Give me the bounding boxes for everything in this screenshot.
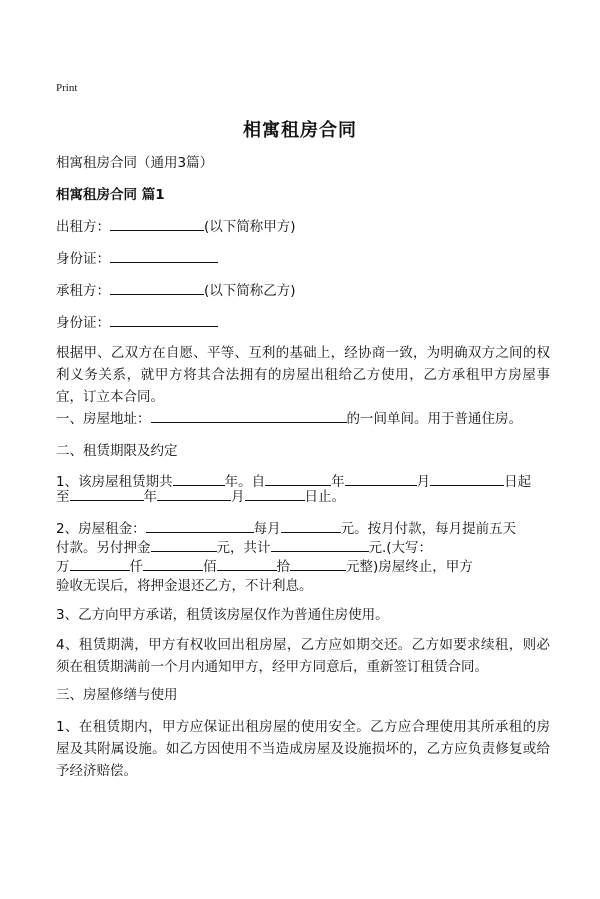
end-year-blank[interactable] — [70, 487, 144, 501]
rent-text: 拾 — [276, 559, 290, 575]
section-heading: 相寓租房合同 篇1 — [56, 187, 165, 203]
term-text: 月 — [231, 489, 245, 505]
term-years-blank[interactable] — [173, 472, 225, 486]
start-day-blank[interactable] — [430, 472, 504, 486]
rent-text: 万 — [56, 559, 70, 575]
repair-item-1: 1、在租赁期内，甲方应保证出租房屋的使用安全。乙方应合理使用其所承租的房屋及其附属设施。如乙方因使用不当造成房屋及设施损坏的，乙方应负责修复或给予经济赔偿。 — [56, 719, 550, 779]
term-text: 年 — [331, 474, 345, 490]
rent-text: 每月 — [253, 521, 281, 537]
term-text: 月 — [416, 474, 431, 490]
deposit-blank[interactable] — [151, 538, 217, 552]
lessor-suffix: (以下简称甲方) — [204, 219, 296, 235]
term-line-2 — [56, 486, 556, 508]
start-year-blank[interactable] — [265, 472, 331, 486]
rent-text: 仟 — [129, 559, 143, 575]
monthly-rent-blank[interactable] — [281, 519, 341, 533]
rent-text: 元整)房屋终止，甲方 — [346, 559, 473, 575]
end-month-blank[interactable] — [157, 487, 231, 501]
rent-text: 元.(大写： — [368, 540, 433, 556]
total-blank[interactable] — [271, 538, 369, 552]
rent-line-4: 验收无误后，将押金退还乙方，不计利息。 — [56, 578, 313, 594]
lessor-id-blank[interactable] — [110, 249, 218, 263]
rent-text: 佰 — [203, 559, 217, 575]
term-text: 至 — [56, 489, 70, 505]
wan-blank[interactable] — [70, 557, 130, 571]
lessee-id-blank[interactable] — [110, 313, 218, 327]
item-4: 4、租赁期满，甲方有权收回出租房屋，乙方应如期交还。乙方如要求续租，则必须在租赁期满前一个月内通知甲方，经甲方同意后，重新签订租赁合同。 — [56, 637, 550, 675]
rent-text: 元，共计 — [216, 540, 271, 556]
intro-paragraph: 根据甲、乙双方在自愿、平等、互利的基础上，经协商一致，为明确双方之间的权利义务关系，就甲方将其合法拥有的房屋出租给乙方使用，乙方承租甲方房屋事宜，订立本合同。 — [56, 345, 550, 405]
rent-text: 付款。另付押金 — [56, 540, 151, 556]
rent-text: 元。按月付款，每月提前五天 — [340, 521, 517, 537]
term-text: 日止。 — [304, 489, 345, 505]
lessee-suffix: (以下简称乙方) — [204, 283, 296, 299]
document-subtitle: 相寓租房合同（通用3篇） — [56, 155, 214, 171]
lessee-id-label: 身份证： — [56, 315, 110, 331]
lease-term-heading: 二、租赁期限及约定 — [56, 443, 178, 459]
repair-heading: 三、房屋修缮与使用 — [56, 687, 178, 703]
address-blank[interactable] — [151, 409, 347, 423]
term-text: 日起 — [504, 474, 532, 490]
term-text: 年 — [143, 489, 157, 505]
address-line — [56, 408, 556, 430]
lessor-label: 出租方： — [56, 219, 110, 235]
lessor-id-line — [56, 248, 556, 270]
end-day-blank[interactable] — [245, 487, 305, 501]
start-month-blank[interactable] — [345, 472, 417, 486]
qian-blank[interactable] — [143, 557, 203, 571]
lessee-id-line — [56, 312, 556, 334]
lessee-blank[interactable] — [110, 281, 204, 295]
rent-text: 2、房屋租金： — [56, 521, 146, 537]
shi-blank[interactable] — [290, 557, 346, 571]
lessee-label: 承租方： — [56, 283, 110, 299]
lessor-id-label: 身份证： — [56, 251, 110, 267]
item-3: 3、乙方向甲方承诺，租赁该房屋仅作为普通住房使用。 — [56, 607, 389, 623]
lessee-line — [56, 280, 556, 302]
page-title: 相寓租房合同 — [243, 120, 357, 141]
term-text: 年。自 — [224, 474, 266, 490]
rent-blank[interactable] — [146, 519, 254, 533]
bai-blank[interactable] — [217, 557, 277, 571]
address-label: 一、房屋地址： — [56, 411, 151, 427]
lessor-line — [56, 216, 556, 238]
term-text: 1、该房屋租赁期共 — [56, 474, 173, 490]
print-label: Print — [56, 82, 78, 94]
lessor-blank[interactable] — [110, 217, 204, 231]
address-suffix: 的一间单间。用于普通住房。 — [346, 411, 522, 427]
